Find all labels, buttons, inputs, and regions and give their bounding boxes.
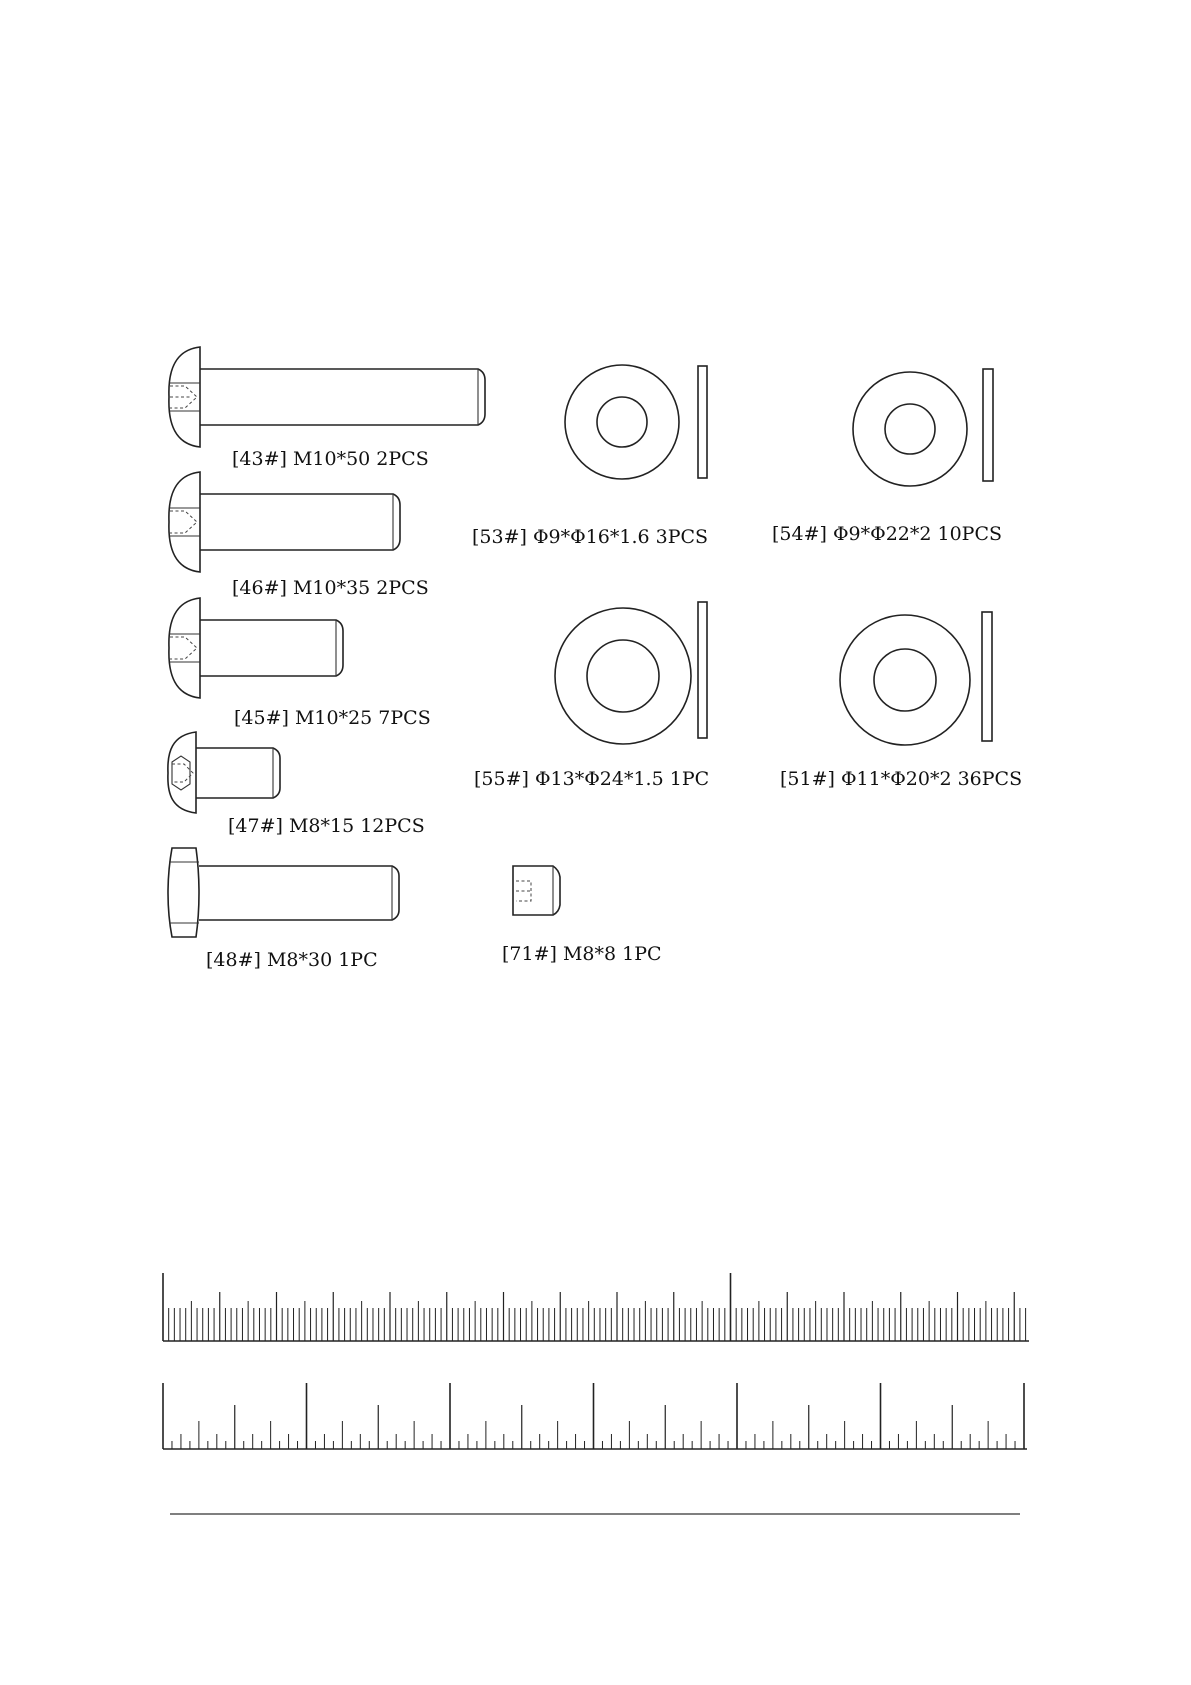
washer-53-drawing bbox=[565, 365, 707, 479]
part-45-label: [45#] M10*25 7PCS bbox=[234, 707, 431, 729]
bolt-46-drawing bbox=[169, 472, 400, 572]
part-55-label: [55#] Φ13*Φ24*1.5 1PC bbox=[474, 768, 710, 790]
part-51-label: [51#] Φ11*Φ20*2 36PCS bbox=[780, 768, 1023, 790]
bolt-45-drawing bbox=[169, 598, 343, 698]
bolt-43-drawing bbox=[169, 347, 485, 447]
part-46-label: [46#] M10*35 2PCS bbox=[232, 577, 429, 599]
part-43-label: [43#] M10*50 2PCS bbox=[232, 448, 429, 470]
part-53-label: [53#] Φ9*Φ16*1.6 3PCS bbox=[472, 526, 709, 548]
washer-54-drawing bbox=[853, 369, 993, 486]
washer-55-drawing bbox=[555, 602, 707, 744]
set-screw-71-drawing bbox=[513, 866, 560, 915]
metric-ruler bbox=[163, 1273, 1029, 1341]
washer-51-drawing bbox=[840, 612, 992, 745]
bolt-48-drawing bbox=[168, 848, 399, 937]
part-47-label: [47#] M8*15 12PCS bbox=[228, 815, 425, 837]
inch-ruler bbox=[163, 1383, 1027, 1449]
part-71-label: [71#] M8*8 1PC bbox=[502, 943, 662, 965]
part-54-label: [54#] Φ9*Φ22*2 10PCS bbox=[772, 523, 1003, 545]
bolt-47-drawing bbox=[168, 732, 280, 813]
part-48-label: [48#] M8*30 1PC bbox=[206, 949, 378, 971]
